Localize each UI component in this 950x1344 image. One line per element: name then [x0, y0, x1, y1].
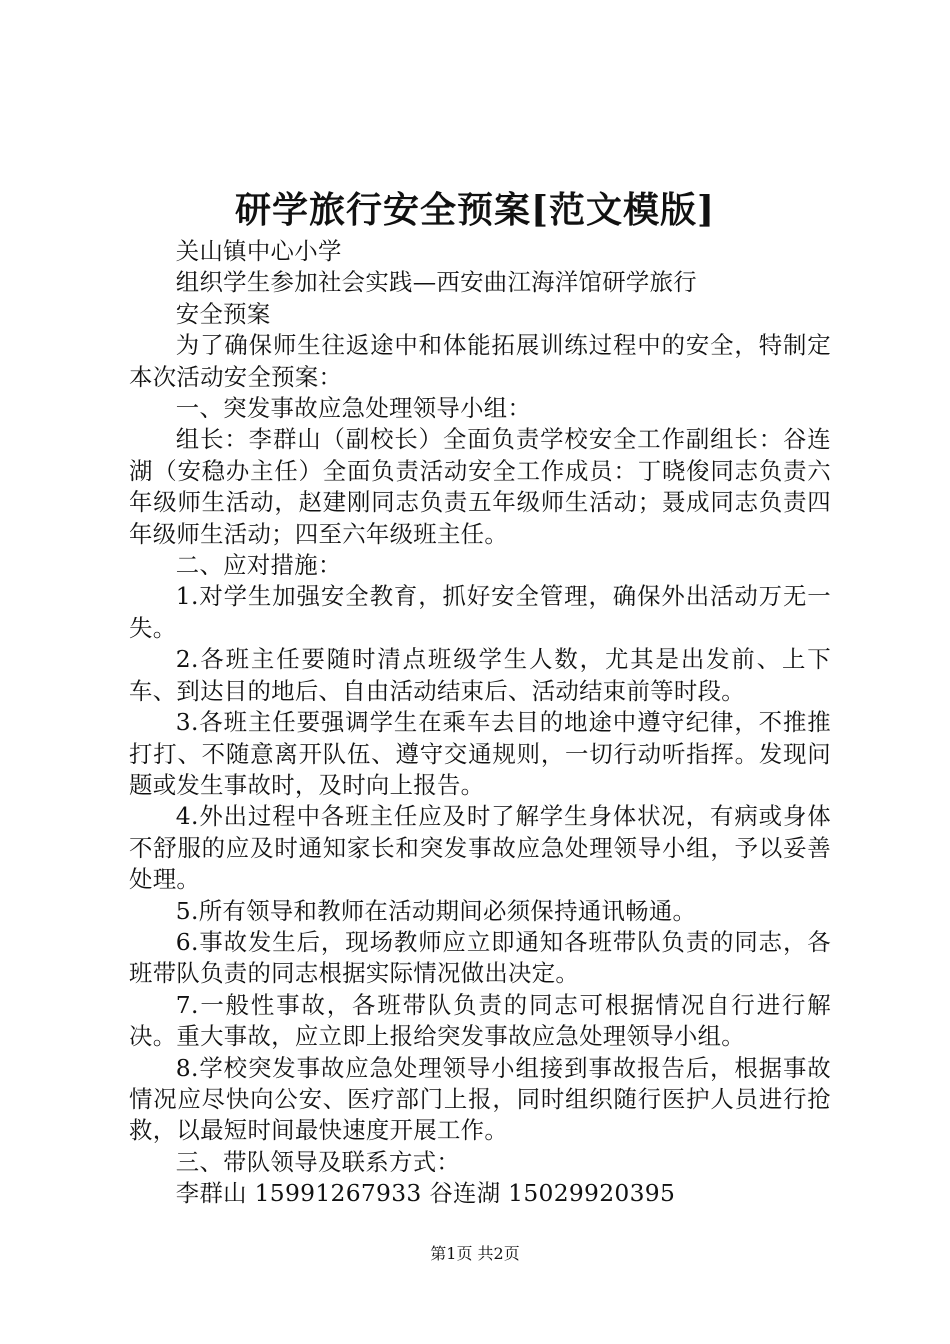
measure-item: 6.事故发生后，现场教师应立即通知各班带队负责的同志，各班带队负责的同志根据实际情况做出决定。: [129, 927, 831, 988]
measure-item: 5.所有领导和教师在活动期间必须保持通讯畅通。: [175, 896, 697, 925]
measure-item: 1.对学生加强安全教育，抓好安全管理，确保外出活动万无一失。: [129, 582, 831, 642]
document-body: [129, 236, 831, 1210]
activity-name: 组织学生参加社会实践—西安曲江海洋馆研学旅行: [175, 268, 697, 297]
page-number-footer: 第1页 共2页: [430, 1244, 520, 1263]
document-title: 研学旅行安全预案[范文模版]: [234, 189, 716, 231]
measure-item: 8.学校突发事故应急处理领导小组接到事故报告后，根据事故情况应尽快向公安、医疗部门上报，同时组织随行医护人员进行抢救，以最短时间最快速度开展工作。: [129, 1053, 831, 1145]
measure-item: 2.各班主任要随时清点班级学生人数，尤其是出发前、上下车、到达目的地后、自由活动结束后、活动结束前等时段。: [129, 645, 831, 705]
leadership-paragraph: 组长：李群山（副校长）全面负责学校安全工作副组长：谷连湖（安稳办主任）全面负责活动安全工作成员：丁晓俊同志负责六年级师生活动，赵建刚同志负责五年级师生活动；聂成同志负责四年级师生活动；四至六年级班主任。: [129, 425, 831, 548]
school-name: 关山镇中心小学: [175, 237, 342, 265]
section-heading-2: 二、应对措施：: [175, 551, 342, 580]
section-heading-1: 一、突发事故应急处理领导小组：: [175, 394, 532, 423]
measure-item: 7.一般性事故，各班带队负责的同志可根据情况自行进行解决。重大事故，应立即上报给突发事故应急处理领导小组。: [129, 990, 831, 1051]
measure-item: 3.各班主任要强调学生在乘车去目的地途中遵守纪律，不推推打打、不随意离开队伍、遵守交通规则，一切行动听指挥。发现问题或发生事故时，及时向上报告。: [129, 708, 831, 799]
section-heading-3: 三、带队领导及联系方式：: [175, 1147, 461, 1176]
intro-paragraph: 为了确保师生往返途中和体能拓展训练过程中的安全，特制定本次活动安全预案：: [129, 331, 831, 391]
plan-label: 安全预案: [175, 299, 271, 328]
contact-info: 李群山 15991267933 谷连湖 15029920395: [175, 1179, 676, 1208]
measure-item: 4.外出过程中各班主任应及时了解学生身体状况，有病或身体不舒服的应及时通知家长和突发事故应急处理领导小组，予以妥善处理。: [129, 802, 831, 894]
